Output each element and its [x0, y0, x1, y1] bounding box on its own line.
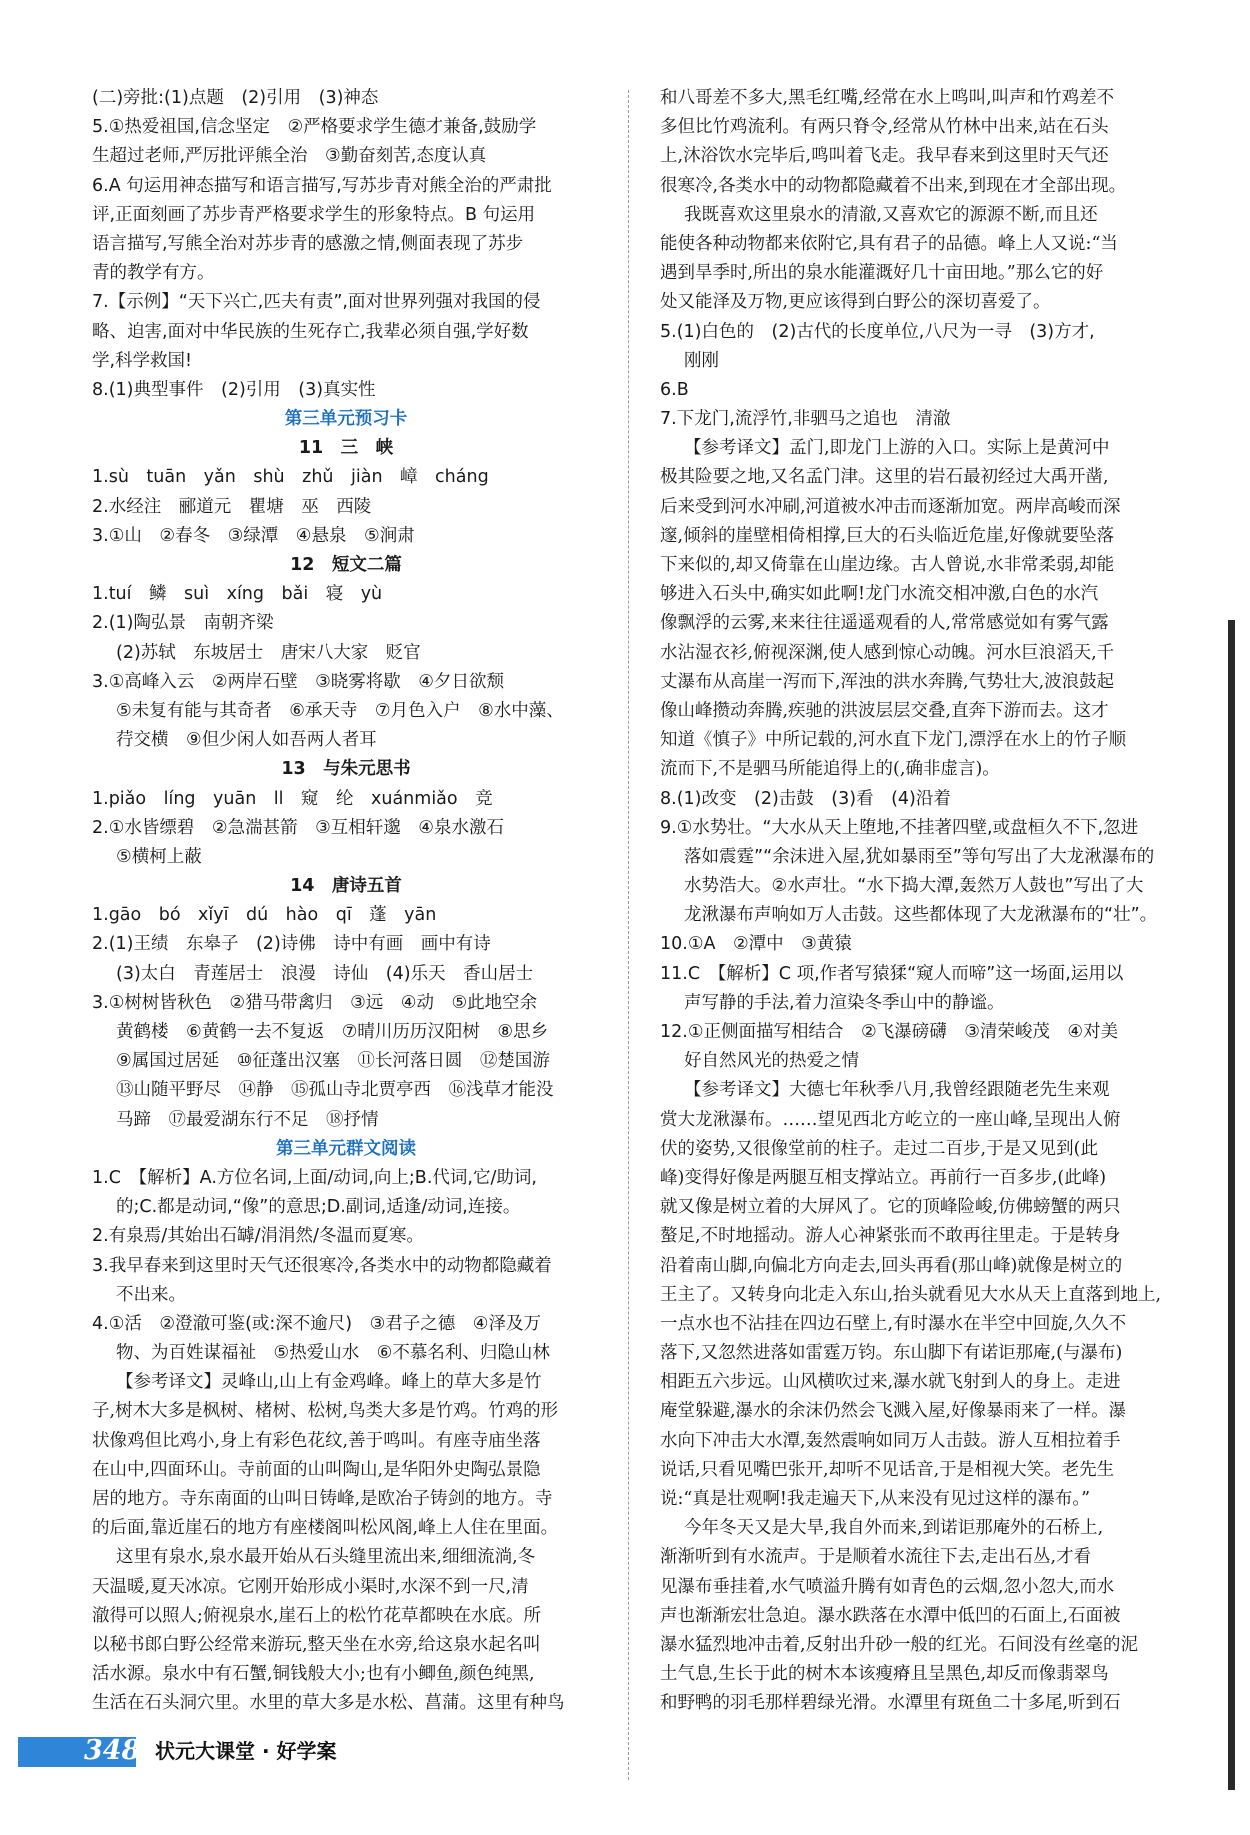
- translation-line: 见瀑布垂挂着,水气喷溢升腾有如青色的云烟,忽小忽大,而水: [660, 1576, 1115, 1597]
- text-line: 10.①A ②潭中 ③黄猿: [660, 934, 852, 955]
- lesson-heading: 11 三 峡: [298, 438, 394, 459]
- text-line: 8.(1)改变 (2)击鼓 (3)看 (4)沿着: [660, 788, 951, 809]
- text-line: ⑤横柯上蔽: [116, 846, 202, 867]
- text-line: 龙湫瀑布声响如万人击鼓。这些都体现了大龙湫瀑布的“壮”。: [684, 905, 1158, 926]
- text-line: 1.C 【解析】A.方位名词,上面/动词,向上;B.代词,它/助词,: [92, 1167, 537, 1188]
- translation-line: 相距五六步远。山风横吹过来,瀑水就飞射到人的身上。走进: [660, 1372, 1121, 1393]
- translation-line: 遇到旱季时,所出的泉水能灌溉好几十亩田地。”那么它的好: [660, 263, 1104, 284]
- text-line: 1.sù tuān yǎn shù zhǔ jiàn 嶂 cháng: [92, 467, 489, 488]
- lesson-heading: 12 短文二篇: [290, 555, 402, 575]
- text-line: 1.tuí 鳞 suì xíng bǎi 寝 yù: [92, 584, 383, 605]
- text-line: ⑤未复有能与其奇者 ⑥承天寺 ⑦月色入户 ⑧水中藻、: [116, 700, 564, 721]
- translation-line: 邃,倾斜的崖壁相倚相撑,巨大的石头临近危崖,好像就要坠落: [660, 525, 1115, 546]
- translation-line: 一点水也不沾挂在四边石壁上,有时瀑水在半空中回旋,久久不: [660, 1313, 1127, 1334]
- text-line: 马蹄 ⑰最爱湖东行不足 ⑱抒情: [116, 1109, 379, 1130]
- page-edge-shadow: [1228, 620, 1235, 1790]
- left-column: [92, 84, 600, 1719]
- text-line: 黄鹤楼 ⑥黄鹤一去不复返 ⑦晴川历历汉阳树 ⑧思乡: [116, 1022, 549, 1042]
- translation-line: 后来受到河水冲刷,河道被水冲击而逐渐加宽。两岸高峻而深: [660, 496, 1121, 517]
- translation-line: 声也渐渐宏壮急迫。瀑水跌落在水潭中低凹的石面上,石面被: [660, 1605, 1121, 1626]
- text-line: ⑬山随平野尽 ⑭静 ⑮孤山寺北贾亭西 ⑯浅草才能没: [116, 1080, 554, 1101]
- translation-line: 伏的姿势,又很像堂前的柱子。走过二百步,于是又见到(此: [660, 1138, 1098, 1159]
- text-line: 刚刚: [684, 350, 719, 371]
- text-line: 略、迫害,面对中华民族的生死存亡,我辈必须自强,学好数: [92, 321, 529, 342]
- text-line: 好自然风光的热爱之情: [684, 1051, 859, 1072]
- text-line: 2.有泉焉/其始出石罅/涓涓然/冬温而夏寒。: [92, 1226, 424, 1247]
- translation-line: 澈得可以照人;俯视泉水,崖石上的松竹花草都映在水底。所: [92, 1605, 541, 1626]
- translation-line: 流而下,不是驷马所能追得上的(,确非虚言)。: [660, 759, 1000, 780]
- text-line: 5.(1)白色的 (2)古代的长度单位,八尺为一寻 (3)方才,: [660, 321, 1095, 342]
- text-line: 3.①高峰入云 ②两岸石壁 ③晓雾将歇 ④夕日欲颓: [92, 671, 504, 692]
- translation-line: 螯足,不时地摇动。游人心神紧张而不敢再往里走。于是转身: [660, 1226, 1121, 1247]
- text-line: (2)苏轼 东坡居士 唐宋八大家 贬官: [116, 642, 421, 663]
- translation-line: 下来似的,却又倚靠在山崖边缘。古人曾说,水非常柔弱,却能: [660, 555, 1115, 575]
- text-line: 落如震霆”“余沫进入屋,犹如暴雨至”等句写出了大龙湫瀑布的: [684, 846, 1155, 867]
- translation-line: 落下,又忽然进落如雷霆万钧。东山脚下有诺讵那庵,(与瀑布): [660, 1343, 1123, 1364]
- page-number: 348: [84, 1735, 141, 1766]
- text-line: 7.下龙门,流浮竹,非驷马之追也 清澈: [660, 409, 951, 430]
- translation-line: 说话,只看见嘴巴张开,却听不见话音,于是相视大笑。老先生: [660, 1459, 1115, 1480]
- translation-line: 状像鸡但比鸡小,身上有彩色花纹,善于鸣叫。有座寺庙坐落: [92, 1430, 541, 1451]
- translation-line: 和野鸭的羽毛那样碧绿光滑。水潭里有斑鱼二十多尾,听到石: [660, 1693, 1121, 1714]
- lesson-heading: 13 与朱元思书: [281, 759, 411, 780]
- translation-line: 生活在石头洞穴里。水里的草大多是水松、菖蒲。这里有种鸟: [92, 1693, 565, 1714]
- text-line: 2.(1)陶弘景 南朝齐梁: [92, 613, 274, 634]
- text-line: 3.①树树皆秋色 ②猎马带禽归 ③远 ④动 ⑤此地空余: [92, 992, 538, 1013]
- translation-line: 子,树木大多是枫树、楮树、松树,鸟类大多是竹鸡。竹鸡的形: [92, 1401, 559, 1422]
- text-line: 3.我早春来到这里时天气还很寒冷,各类水中的动物都隐藏着: [92, 1255, 552, 1276]
- text-line: 生超过老师,严厉批评熊全治 ③勤奋刻苦,态度认真: [92, 146, 487, 167]
- text-line: ⑨属国过居延 ⑩征蓬出汉塞 ⑪长河落日圆 ⑫楚国游: [116, 1051, 550, 1072]
- text-line: 9.①水势壮。“大水从天上堕地,不挂著四壁,或盘桓久不下,忽进: [660, 817, 1139, 838]
- text-line: 2.①水皆缥碧 ②急湍甚箭 ③互相轩邈 ④泉水激石: [92, 817, 504, 838]
- text-line: 6.B: [660, 379, 689, 400]
- translation-line: 处又能泽及万物,更应该得到白野公的深切喜爱了。: [660, 292, 1051, 313]
- translation-line: 丈瀑布从高崖一泻而下,浑浊的洪水奔腾,气势壮大,波浪鼓起: [660, 671, 1115, 692]
- text-line: 1.piǎo líng yuān ll 窥 纶 xuánmiǎo 竞: [92, 788, 493, 809]
- text-line: 水势浩大。②水声壮。“水下捣大潭,轰然万人鼓也”写出了大: [684, 876, 1144, 897]
- translation-line: 在山中,四面环山。寺前面的山叫陶山,是华阳外史陶弘景隐: [92, 1459, 541, 1480]
- text-line: 青的教学有方。: [92, 263, 215, 284]
- column-divider: [628, 90, 629, 1780]
- translation-line: 今年冬天又是大旱,我自外而来,到诺讵那庵外的石桥上,: [684, 1518, 1104, 1539]
- translation-line: 以秘书郎白野公经常来游玩,整天坐在水旁,给这泉水起名叫: [92, 1634, 541, 1655]
- text-line: 学,科学救国!: [92, 350, 193, 371]
- text-line: (二)旁批:(1)点题 (2)引用 (3)神态: [92, 88, 379, 108]
- text-line: 7.【示例】“天下兴亡,匹夫有责”,面对世界列强对我国的侵: [92, 292, 541, 313]
- translation-line: 赏大龙湫瀑布。……望见西北方屹立的一座山峰,呈现出人俯: [660, 1109, 1121, 1130]
- translation-line: 活水源。泉水中有石蟹,铜钱般大小;也有小鲫鱼,颜色纯黑,: [92, 1664, 535, 1685]
- text-line: (3)太白 青莲居士 浪漫 诗仙 (4)乐天 香山居士: [116, 963, 534, 984]
- text-line: 语言描写,写熊全治对苏步青的感激之情,侧面表现了苏步: [92, 233, 524, 254]
- text-line: 6.A 句运用神态描写和语言描写,写苏步青对熊全治的严肃批: [92, 175, 552, 196]
- translation-line: 说:“真是壮观啊!我走遍天下,从来没有见过这样的瀑布。”: [660, 1489, 1091, 1509]
- text-line: 1.gāo bó xǐyī dú hào qī 蓬 yān: [92, 905, 437, 926]
- translation-line: 水向下冲击大水潭,轰然震响如同万人击鼓。游人互相拉着手: [660, 1430, 1121, 1451]
- lesson-heading: 14 唐诗五首: [290, 876, 402, 897]
- section-heading: 第三单元群文阅读: [276, 1138, 416, 1159]
- translation-line: 渐渐听到有水流声。于是顺着水流往下去,走出石丛,才看: [660, 1547, 1092, 1568]
- translation-line: 就又像是树立着的大屏风了。它的顶峰险峻,仿佛螃蟹的两只: [660, 1197, 1121, 1218]
- translation-line: 【参考译文】灵峰山,山上有金鸡峰。峰上的草大多是竹: [116, 1372, 542, 1393]
- translation-line: 这里有泉水,泉水最开始从石头缝里流出来,细细流淌,冬: [116, 1547, 536, 1568]
- translation-line: 像飘浮的云雾,来来往往遥遥观看的人,常常感觉如有雾气露: [660, 613, 1109, 634]
- section-heading: 第三单元预习卡: [284, 409, 408, 430]
- translation-line: 很寒冷,各类水中的动物都隐藏着不出来,到现在才全部出现。: [660, 175, 1127, 196]
- text-line: 4.①活 ②澄澈可鉴(或:深不逾尺) ③君子之德 ④泽及万: [92, 1313, 541, 1334]
- translation-line: 【参考译文】大德七年秋季八月,我曾经跟随老先生来观: [684, 1080, 1110, 1101]
- text-line: 不出来。: [116, 1284, 186, 1305]
- text-line: 8.(1)典型事件 (2)引用 (3)真实性: [92, 379, 376, 400]
- text-line: 5.①热爱祖国,信念坚定 ②严格要求学生德才兼备,鼓励学: [92, 117, 537, 138]
- translation-line: 【参考译文】孟门,即龙门上游的入口。实际上是黄河中: [684, 438, 1110, 459]
- translation-line: 上,沐浴饮水完毕后,鸣叫着飞走。我早春来到这里时天气还: [660, 146, 1109, 167]
- text-line: 的;C.都是动词,“像”的意思;D.副词,适逢/动词,连接。: [116, 1197, 521, 1218]
- translation-line: 天温暖,夏天冰凉。它刚开始形成小渠时,水深不到一尺,清: [92, 1576, 529, 1597]
- text-line: 2.水经注 郦道元 瞿塘 巫 西陵: [92, 496, 372, 517]
- text-line: 2.(1)王绩 东皋子 (2)诗佛 诗中有画 画中有诗: [92, 934, 491, 955]
- book-brand: 状元大课堂 · 好学案: [155, 1739, 337, 1763]
- text-line: 评,正面刻画了苏步青严格要求学生的形象特点。B 句运用: [92, 204, 536, 225]
- translation-line: 水沾湿衣衫,俯视深渊,使人感到惊心动魄。河水巨浪滔天,千: [660, 642, 1115, 663]
- text-line: 12.①正侧面描写相结合 ②飞瀑磅礴 ③清荣峻茂 ④对美: [660, 1022, 1119, 1042]
- translation-line: 像山峰攒动奔腾,疾驰的洪波层层交叠,直奔下游而去。这才: [660, 700, 1109, 721]
- translation-line: 和八哥差不多大,黑毛红嘴,经常在水上鸣叫,叫声和竹鸡差不: [660, 88, 1115, 108]
- text-line: 11.C 【解析】C 项,作者写猿猱“窥人而啼”这一场面,运用以: [660, 963, 1124, 984]
- text-line: 3.①山 ②春冬 ③绿潭 ④悬泉 ⑤涧肃: [92, 525, 415, 546]
- translation-line: 知道《慎子》中所记载的,河水直下龙门,漂浮在水上的竹子顺: [660, 730, 1127, 751]
- translation-line: 能使各种动物都来依附它,具有君子的品德。峰上人又说:“当: [660, 233, 1118, 254]
- text-line: 声写静的手法,着力渲染冬季山中的静谧。: [684, 992, 1005, 1013]
- translation-line: 峰)变得好像是两腿互相支撑站立。再前行一百多步,(此峰): [660, 1167, 1107, 1188]
- text-line: 荇交横 ⑨但少闲人如吾两人者耳: [116, 730, 377, 751]
- translation-line: 沿着南山脚,向偏北方向走去,回头再看(那山峰)就像是树立的: [660, 1255, 1123, 1276]
- translation-line: 够进入石头中,确实如此啊!龙门水流交相冲激,白色的水汽: [660, 584, 1099, 605]
- translation-line: 多但比竹鸡流利。有两只脊令,经常从竹林中出来,站在石头: [660, 117, 1109, 138]
- translation-line: 庵堂躲避,瀑水的余沫仍然会飞溅入屋,好像暴雨来了一样。瀑: [660, 1401, 1127, 1422]
- right-column: [660, 84, 1174, 1719]
- translation-line: 瀑水猛烈地冲击着,反射出升砂一般的红光。石间没有丝毫的泥: [660, 1634, 1139, 1655]
- text-line: 物、为百姓谋福祉 ⑤热爱山水 ⑥不慕名利、归隐山林: [116, 1343, 550, 1364]
- translation-line: 居的地方。寺东南面的山叫日铸峰,是欧冶子铸剑的地方。寺: [92, 1489, 553, 1509]
- translation-line: 王主了。又转身向北走入东山,抬头就看见大水从天上直落到地上,: [660, 1284, 1162, 1305]
- translation-line: 极其险要之地,又名孟门津。这里的岩石最初经过大禹开凿,: [660, 467, 1109, 488]
- translation-line: 土气息,生长于此的树木本该瘦瘠且呈黑色,却反而像翡翠鸟: [660, 1664, 1109, 1685]
- translation-line: 的后面,靠近崖石的地方有座楼阁叫松风阁,峰上人住在里面。: [92, 1518, 559, 1539]
- translation-line: 我既喜欢这里泉水的清澈,又喜欢它的源源不断,而且还: [684, 204, 1098, 225]
